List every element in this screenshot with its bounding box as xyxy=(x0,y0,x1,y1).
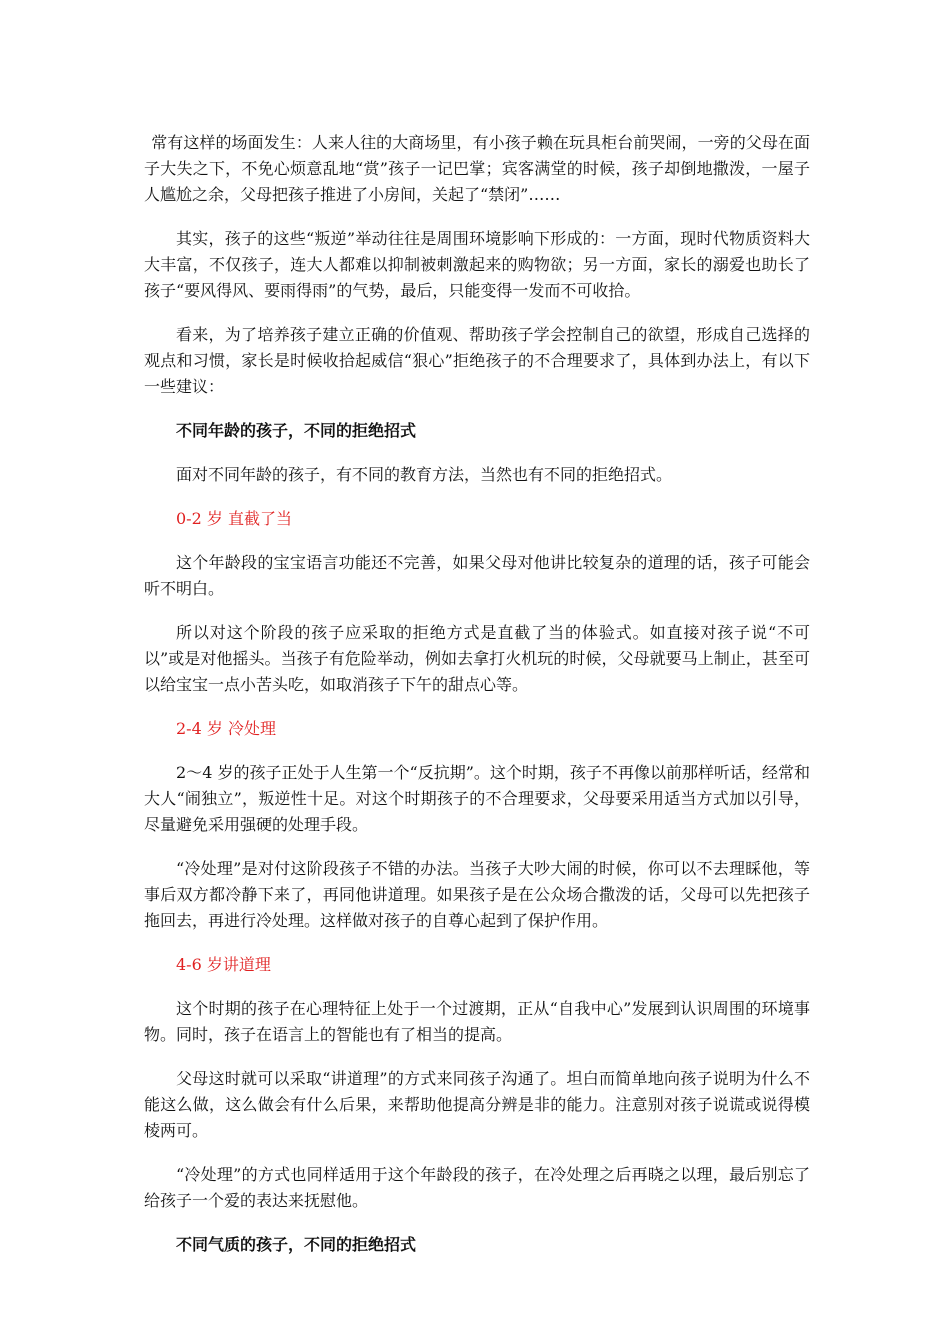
paragraph-rebellion: 其实，孩子的这些“叛逆”举动往往是周围环境影响下形成的：一方面，现时代物质资料大大丰富，不仅孩子，连大人都难以抑制被刺激起来的购物欲；另一方面，家长的溺爱也助长了孩子“要风得风、要雨得雨”的气势，最后，只能变得一发而不可收拾。 xyxy=(144,229,810,300)
paragraph-4-6-cold: “冷处理”的方式也同样适用于这个年龄段的孩子，在冷处理之后再晓之以理，最后别忘了给孩子一个爱的表达来抚慰他。 xyxy=(144,1165,810,1210)
paragraph-4-6-reasoning: 父母这时就可以采取“讲道理”的方式来同孩子沟通了。坦白而简单地向孩子说明为什么不能这么做，这么做会有什么后果，来帮助他提高分辨是非的能力。注意别对孩子说谎或说得模棱两可。 xyxy=(144,1069,810,1140)
subheading-2-4: 2-4 岁 冷处理 xyxy=(176,719,276,738)
paragraph-2-4-cold: “冷处理”是对付这阶段孩子不错的办法。当孩子大吵大闹的时候，你可以不去理睬他，等事后双方都冷静下来了，再同他讲道理。如果孩子是在公众场合撒泼的话，父母可以先把孩子拖回去，再进行冷处理。这样做对孩子的自尊心起到了保护作用。 xyxy=(144,859,810,930)
paragraph-2-4-rebellion: 2～4 岁的孩子正处于人生第一个“反抗期”。这个时期，孩子不再像以前那样听话，经常和大人“闹独立”，叛逆性十足。对这个时期孩子的不合理要求，父母要采用适当方式加以引导，尽量避免采用强硬的处理手段。 xyxy=(144,763,810,834)
document-body xyxy=(144,130,810,1276)
paragraph-0-2-language: 这个年龄段的宝宝语言功能还不完善，如果父母对他讲比较复杂的道理的话，孩子可能会听不明白。 xyxy=(144,553,810,598)
paragraph-0-2-method: 所以对这个阶段的孩子应采取的拒绝方式是直截了当的体验式。如直接对孩子说“不可以”或是对他摇头。当孩子有危险举动，例如去拿打火机玩的时候，父母就要马上制止，甚至可以给宝宝一点小苦头吃，如取消孩子下午的甜点心等。 xyxy=(144,623,810,694)
subheading-4-6: 4-6 岁讲道理 xyxy=(176,955,271,974)
paragraph-advice-intro: 看来，为了培养孩子建立正确的价值观、帮助孩子学会控制自己的欲望，形成自己选择的观点和习惯，家长是时候收拾起威信“狠心”拒绝孩子的不合理要求了，具体到办法上，有以下一些建议： xyxy=(144,325,810,396)
subheading-0-2: 0-2 岁 直截了当 xyxy=(176,509,292,528)
paragraph-4-6-transition: 这个时期的孩子在心理特征上处于一个过渡期，正从“自我中心”发展到认识周围的环境事物。同时，孩子在语言上的智能也有了相当的提高。 xyxy=(144,999,810,1044)
section-heading-temperament: 不同气质的孩子，不同的拒绝招式 xyxy=(176,1235,417,1254)
section-heading-age: 不同年龄的孩子，不同的拒绝招式 xyxy=(176,421,417,440)
paragraph-intro: 常有这样的场面发生：人来人往的大商场里，有小孩子赖在玩具柜台前哭闹，一旁的父母在面子大失之下，不免心烦意乱地“赏”孩子一记巴掌；宾客满堂的时候，孩子却倒地撒泼，一屋子人尴尬之余，父母把孩子推进了小房间，关起了“禁闭”…… xyxy=(144,133,810,204)
paragraph-age-methods: 面对不同年龄的孩子，有不同的教育方法，当然也有不同的拒绝招式。 xyxy=(176,465,673,484)
